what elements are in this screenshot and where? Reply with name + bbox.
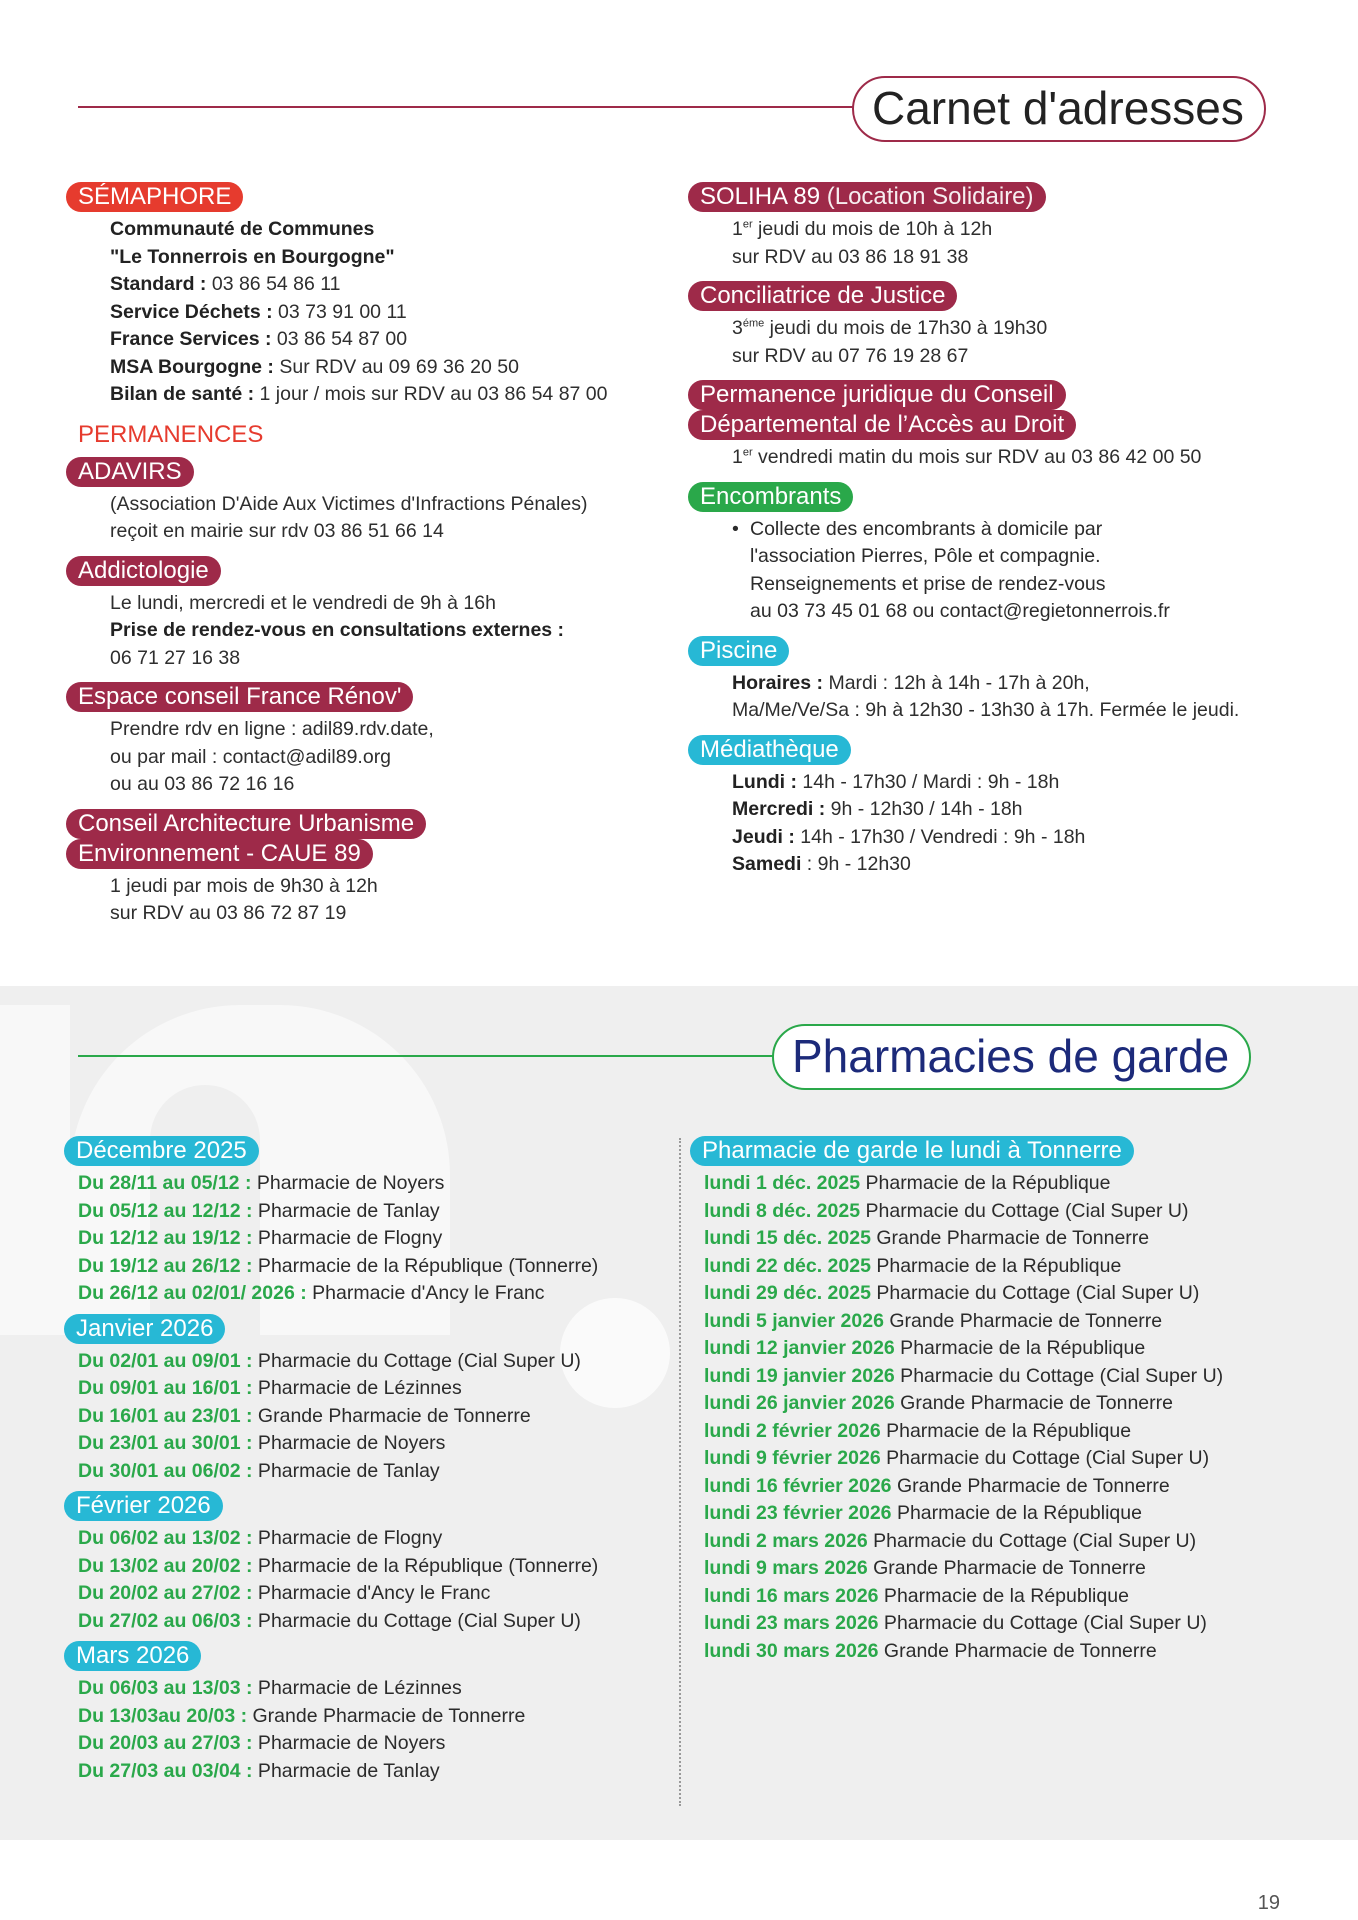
renov-heading: Espace conseil France Rénov' (66, 682, 413, 712)
mediatheque-day-label: Mercredi : (732, 798, 826, 820)
caue-heading-line1: Conseil Architecture Urbanisme (66, 809, 426, 839)
pharmacy-row (64, 1675, 664, 1703)
mediatheque-hours: 14h - 17h30 / Vendredi : 9h - 18h (794, 825, 1086, 848)
monday-pharmacy: Grande Pharmacie de Tonnerre (883, 1309, 1163, 1332)
pharmacy-row (64, 1225, 664, 1253)
soliha-heading (688, 182, 1046, 212)
monday-row (690, 1308, 1310, 1336)
monday-pharmacy: Pharmacie du Cottage (Cial Super U) (880, 1447, 1210, 1469)
adavirs-line1: (Association D'Aide Aux Victimes d'Infractions Pénales) (110, 492, 588, 515)
pharmacy-dates: Du 28/11 au 05/12 : (78, 1172, 252, 1194)
semaphore-org-line1: Communauté de Communes (110, 218, 375, 240)
conciliatrice-heading: Conciliatrice de Justice (688, 281, 957, 311)
mediatheque-day-label: Jeudi : (732, 825, 795, 848)
addictologie-block (66, 556, 666, 673)
encombrants-block (688, 482, 1308, 626)
pharmacy-name: Pharmacie de la République (Tonnerre) (252, 1254, 599, 1277)
pharmacy-row (64, 1348, 664, 1376)
mediatheque-line (688, 769, 1308, 797)
semaphore-line-label: Standard : (110, 273, 207, 295)
pharmacy-name: Pharmacie d'Ancy le Franc (306, 1282, 545, 1304)
addictologie-line2: Prise de rendez-vous en consultations externes : (110, 619, 565, 641)
monday-pharmacy: Pharmacie du Cottage (Cial Super U) (878, 1612, 1207, 1634)
pharmacy-name: Pharmacie de Tanlay (252, 1459, 440, 1482)
cdad-heading-line1: Permanence juridique du Conseil (688, 380, 1066, 410)
piscine-line2: Ma/Me/Ve/Sa : 9h à 12h30 - 13h30 à 17h. Fermée le jeudi. (732, 699, 1240, 721)
monday-row (690, 1170, 1310, 1198)
pharmacy-name: Pharmacie d'Ancy le Franc (252, 1582, 491, 1604)
semaphore-lines (66, 271, 666, 409)
semaphore-heading: SÉMAPHORE (66, 182, 243, 212)
month-heading: Février 2026 (64, 1491, 223, 1521)
semaphore-line (66, 299, 666, 327)
pharmacy-name: Pharmacie du Cottage (Cial Super U) (252, 1349, 581, 1372)
cdad-heading-line2: Départemental de l’Accès au Droit (688, 410, 1076, 440)
monday-row (690, 1638, 1310, 1666)
monday-row (690, 1225, 1310, 1253)
watermark-shape-stem (0, 1005, 70, 1335)
pharmacy-dates: Du 26/12 au 02/01/ 2026 : (78, 1282, 307, 1304)
pharmacy-dates: Du 16/01 au 23/01 : (78, 1404, 253, 1427)
pharmacy-name: Grande Pharmacie de Tonnerre (252, 1404, 531, 1427)
monday-date: lundi 16 mars 2026 (704, 1584, 879, 1607)
pharmacy-name: Pharmacie de la République (Tonnerre) (252, 1554, 599, 1577)
monday-date: lundi 5 janvier 2026 (704, 1309, 884, 1332)
cdad-block (688, 380, 1308, 472)
carnet-title-rule (78, 106, 868, 108)
mediatheque-lines (688, 769, 1308, 879)
soliha-heading-main: SOLIHA 89 (700, 183, 821, 210)
month-block (64, 1491, 664, 1635)
semaphore-line-value: 03 86 54 87 00 (271, 328, 408, 350)
monday-row (690, 1253, 1310, 1281)
monday-column (690, 1136, 1310, 1665)
semaphore-line (66, 354, 666, 382)
pharmacy-dates: Du 23/01 au 30/01 : (78, 1432, 253, 1454)
pharmacy-name: Pharmacie du Cottage (Cial Super U) (252, 1609, 581, 1632)
month-heading: Décembre 2025 (64, 1136, 259, 1166)
pharmacy-dates: Du 06/02 au 13/02 : (78, 1527, 253, 1549)
mediatheque-line (688, 851, 1308, 879)
soliha-line2: sur RDV au 03 86 18 91 38 (732, 245, 969, 268)
encombrants-item (732, 516, 1308, 626)
pharmacies-title: Pharmacies de garde (772, 1024, 1251, 1090)
monday-pharmacy: Pharmacie de la République (894, 1337, 1146, 1359)
pharmacy-row (64, 1758, 664, 1786)
pharmacy-dates: Du 30/01 au 06/02 : (78, 1459, 253, 1482)
monday-date: lundi 29 déc. 2025 (704, 1282, 871, 1304)
monday-heading: Pharmacie de garde le lundi à Tonnerre (690, 1136, 1134, 1166)
month-block (64, 1641, 664, 1785)
monday-date: lundi 1 déc. 2025 (704, 1172, 861, 1194)
pharmacy-row (64, 1430, 664, 1458)
semaphore-line-label: France Services : (110, 328, 272, 350)
caue-heading-line2: Environnement - CAUE 89 (66, 839, 373, 869)
monday-row (690, 1445, 1310, 1473)
monday-row (690, 1610, 1310, 1638)
pharmacies-title-rule (78, 1055, 798, 1057)
pharmacy-row (64, 1580, 664, 1608)
monday-row (690, 1390, 1310, 1418)
adavirs-block (66, 457, 666, 546)
mediatheque-hours: 14h - 17h30 / Mardi : 9h - 18h (796, 770, 1060, 793)
encombrants-list (688, 516, 1308, 626)
semaphore-line-value: 03 73 91 00 11 (272, 300, 407, 323)
addictologie-phone: 06 71 27 16 38 (110, 646, 241, 669)
renov-line3: ou au 03 86 72 16 16 (110, 773, 295, 795)
conciliatrice-line1 (688, 315, 1308, 343)
soliha-block (688, 182, 1308, 271)
month-block (64, 1314, 664, 1486)
pharmacy-name: Pharmacie de Flogny (252, 1227, 443, 1249)
monday-row (690, 1583, 1310, 1611)
pharmacy-dates: Du 05/12 au 12/12 : (78, 1199, 253, 1222)
monday-date: lundi 2 février 2026 (704, 1419, 881, 1442)
monday-date: lundi 2 mars 2026 (704, 1529, 868, 1552)
monday-row (690, 1198, 1310, 1226)
pharmacy-name: Grande Pharmacie de Tonnerre (247, 1704, 526, 1727)
monday-pharmacy: Grande Pharmacie de Tonnerre (867, 1557, 1146, 1579)
caue-line2: sur RDV au 03 86 72 87 19 (110, 902, 347, 924)
pharmacy-dates: Du 27/02 au 06/03 : (78, 1609, 253, 1632)
pharmacy-dates: Du 13/02 au 20/02 : (78, 1554, 253, 1577)
renov-line1: Prendre rdv en ligne : adil89.rdv.date, (110, 718, 434, 740)
pharmacy-name: Pharmacie de Lézinnes (252, 1377, 462, 1399)
renov-line2: ou par mail : contact@adil89.org (110, 745, 392, 768)
monday-pharmacy: Pharmacie de la République (891, 1502, 1142, 1524)
monday-date: lundi 19 janvier 2026 (704, 1364, 895, 1387)
cdad-ordinal: 1 (732, 446, 743, 468)
conciliatrice-line1-text: jeudi du mois de 17h30 à 19h30 (764, 317, 1048, 339)
pharmacy-row (64, 1403, 664, 1431)
monday-date: lundi 26 janvier 2026 (704, 1392, 895, 1414)
soliha-ordinal: 1 (732, 218, 743, 240)
pharmacy-dates: Du 09/01 au 16/01 : (78, 1377, 253, 1399)
addictologie-line1: Le lundi, mercredi et le vendredi de 9h à 16h (110, 591, 496, 614)
monday-row (690, 1280, 1310, 1308)
piscine-line1-text: Mardi : 12h à 14h - 17h à 20h, (823, 671, 1090, 694)
semaphore-line-value: 1 jour / mois sur RDV au 03 86 54 87 00 (254, 383, 608, 405)
pharmacy-row (64, 1730, 664, 1758)
conciliatrice-block (688, 281, 1308, 370)
pharmacy-name: Pharmacie de Noyers (251, 1172, 445, 1194)
monday-pharmacy: Pharmacie du Cottage (Cial Super U) (870, 1282, 1200, 1304)
encombrants-heading: Encombrants (688, 482, 853, 512)
monday-date: lundi 30 mars 2026 (704, 1639, 879, 1662)
month-heading: Janvier 2026 (64, 1314, 225, 1344)
conciliatrice-ordinal: 3 (732, 317, 743, 339)
pharmacy-row (64, 1198, 664, 1226)
mediatheque-day-label: Samedi (732, 853, 802, 875)
soliha-heading-sub: (Location Solidaire) (820, 183, 1034, 210)
adavirs-line2: reçoit en mairie sur rdv 03 86 51 66 14 (110, 520, 444, 542)
monday-pharmacy: Pharmacie de la République (878, 1584, 1129, 1607)
pharmacy-dates: Du 19/12 au 26/12 : (78, 1254, 253, 1277)
monday-date: lundi 22 déc. 2025 (704, 1254, 871, 1277)
soliha-ordinal-sup: er (742, 218, 753, 231)
semaphore-line-label: Bilan de santé : (110, 383, 255, 405)
encombrants-line4: au 03 73 45 01 68 ou contact@regietonnerrois.fr (750, 600, 1170, 622)
mediatheque-heading: Médiathèque (688, 735, 851, 765)
carnet-left-column (66, 182, 666, 938)
monday-row (690, 1473, 1310, 1501)
month-block (64, 1136, 664, 1308)
page-number: 19 (1257, 1892, 1280, 1914)
monday-pharmacy: Pharmacie du Cottage (Cial Super U) (894, 1364, 1224, 1387)
pharmacy-row (64, 1553, 664, 1581)
monday-date: lundi 9 mars 2026 (704, 1557, 868, 1579)
monday-date: lundi 8 déc. 2025 (704, 1199, 861, 1222)
monday-pharmacy: Grande Pharmacie de Tonnerre (894, 1392, 1173, 1414)
caue-block (66, 809, 666, 928)
pharmacy-dates: Du 02/01 au 09/01 : (78, 1349, 253, 1372)
pharmacy-name: Pharmacie de Tanlay (252, 1199, 440, 1222)
monday-pharmacy: Pharmacie de la République (870, 1254, 1122, 1277)
monday-row (690, 1500, 1310, 1528)
pharmacy-name: Pharmacie de Lézinnes (252, 1677, 462, 1699)
pharmacy-row (64, 1280, 664, 1308)
conciliatrice-ordinal-sup: éme (742, 317, 765, 330)
piscine-label: Horaires : (732, 671, 824, 694)
pharmacy-name: Pharmacie de Tanlay (252, 1759, 440, 1782)
encombrants-line3: Renseignements et prise de rendez-vous (750, 572, 1106, 595)
monday-date: lundi 16 février 2026 (704, 1474, 892, 1497)
cdad-line1 (688, 444, 1308, 472)
mediatheque-hours: : 9h - 12h30 (801, 853, 911, 875)
pharmacy-dates: Du 13/03au 20/03 : (78, 1704, 248, 1727)
pharmacy-dates: Du 27/03 au 03/04 : (78, 1759, 253, 1782)
addictologie-heading: Addictologie (66, 556, 221, 586)
carnet-right-column (688, 182, 1308, 889)
pharmacy-dates: Du 12/12 au 19/12 : (78, 1227, 253, 1249)
monday-pharmacy: Grande Pharmacie de Tonnerre (891, 1474, 1170, 1497)
monday-row (690, 1528, 1310, 1556)
mediatheque-line (688, 796, 1308, 824)
encombrants-line2: l'association Pierres, Pôle et compagnie. (750, 545, 1101, 567)
soliha-line1-text: jeudi du mois de 10h à 12h (752, 218, 993, 240)
carnet-title: Carnet d'adresses (852, 76, 1266, 142)
monday-date: lundi 9 février 2026 (704, 1447, 881, 1469)
conciliatrice-line2: sur RDV au 07 76 19 28 67 (732, 344, 969, 367)
monday-pharmacy: Pharmacie du Cottage (Cial Super U) (860, 1199, 1189, 1222)
semaphore-org-line2: "Le Tonnerrois en Bourgogne" (110, 245, 395, 268)
column-divider (679, 1138, 681, 1806)
piscine-block (688, 636, 1308, 725)
pharmacy-name: Pharmacie de Noyers (252, 1732, 446, 1754)
pharmacy-row (64, 1525, 664, 1553)
semaphore-line-label: MSA Bourgogne : (110, 355, 274, 378)
pharmacy-row (64, 1458, 664, 1486)
monday-rows (690, 1170, 1310, 1665)
monday-pharmacy: Pharmacie du Cottage (Cial Super U) (867, 1529, 1197, 1552)
caue-line1: 1 jeudi par mois de 9h30 à 12h (110, 874, 378, 897)
monday-row (690, 1418, 1310, 1446)
semaphore-line-value: Sur RDV au 09 69 36 20 50 (273, 355, 519, 378)
monday-row (690, 1555, 1310, 1583)
piscine-heading: Piscine (688, 636, 789, 666)
adavirs-heading: ADAVIRS (66, 457, 194, 487)
pharmacy-dates: Du 20/02 au 27/02 : (78, 1582, 253, 1604)
month-heading: Mars 2026 (64, 1641, 201, 1671)
mediatheque-block (688, 735, 1308, 879)
pharmacy-row (64, 1608, 664, 1636)
mediatheque-line (688, 824, 1308, 852)
pharmacy-row (64, 1375, 664, 1403)
monday-pharmacy: Grande Pharmacie de Tonnerre (878, 1639, 1157, 1662)
pharmacy-row (64, 1703, 664, 1731)
monday-date: lundi 23 mars 2026 (704, 1612, 879, 1634)
monday-row (690, 1335, 1310, 1363)
pharmacy-dates: Du 06/03 au 13/03 : (78, 1677, 253, 1699)
monday-pharmacy: Pharmacie de la République (880, 1419, 1132, 1442)
soliha-line1 (688, 216, 1308, 244)
monday-date: lundi 15 déc. 2025 (704, 1227, 871, 1249)
cdad-line1-text: vendredi matin du mois sur RDV au 03 86 42 00 50 (752, 446, 1202, 468)
pharmacy-name: Pharmacie de Flogny (252, 1527, 443, 1549)
monday-row (690, 1363, 1310, 1391)
monday-date: lundi 12 janvier 2026 (704, 1337, 895, 1359)
semaphore-line-label: Service Déchets : (110, 300, 273, 323)
semaphore-line-value: 03 86 54 86 11 (206, 273, 341, 295)
mediatheque-day-label: Lundi : (732, 770, 797, 793)
pharmacy-row (64, 1253, 664, 1281)
cdad-ordinal-sup: er (742, 446, 753, 459)
pharmacies-months-column (64, 1136, 664, 1791)
semaphore-line (66, 381, 666, 409)
monday-pharmacy: Grande Pharmacie de Tonnerre (870, 1227, 1150, 1249)
semaphore-block (66, 182, 666, 409)
semaphore-line (66, 326, 666, 354)
monday-pharmacy: Pharmacie de la République (860, 1172, 1111, 1194)
pharmacy-name: Pharmacie de Noyers (252, 1432, 446, 1454)
renov-block (66, 682, 666, 799)
pharmacy-dates: Du 20/03 au 27/03 : (78, 1732, 253, 1754)
permanences-title: PERMANENCES (78, 420, 264, 448)
piscine-line1 (688, 670, 1308, 698)
mediatheque-hours: 9h - 12h30 / 14h - 18h (825, 798, 1023, 820)
encombrants-line1: Collecte des encombrants à domicile par (750, 517, 1103, 540)
pharmacy-row (64, 1170, 664, 1198)
semaphore-line (66, 271, 666, 299)
monday-date: lundi 23 février 2026 (704, 1502, 892, 1524)
